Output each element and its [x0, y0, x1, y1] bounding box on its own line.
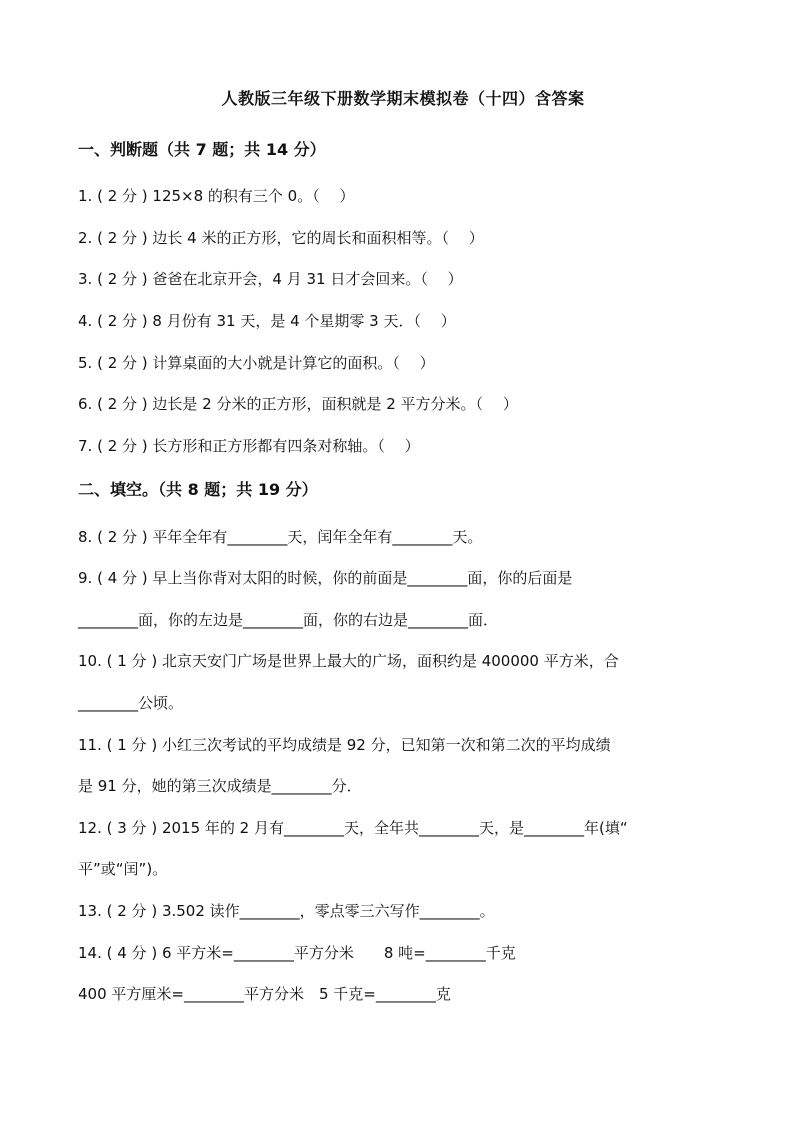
question-12-line-2: 平”或“闰”)。	[78, 860, 168, 878]
question-14-line-1: 14. ( 4 分 ) 6 平方米=________平方分米 8 吨=________千克	[78, 944, 516, 962]
question-14-line-2: 400 平方厘米=________平方分米 5 千克=________克	[78, 985, 451, 1003]
question-4: 4. ( 2 分 ) 8 月份有 31 天，是 4 个星期零 3 天．（ ）	[78, 312, 456, 330]
question-2: 2. ( 2 分 ) 边长 4 米的正方形，它的周长和面积相等。（ ）	[78, 229, 484, 247]
question-9-line-2: ________面，你的左边是________面，你的右边是________面．	[78, 611, 499, 629]
question-9-line-1: 9. ( 4 分 ) 早上当你背对太阳的时候，你的前面是________面，你的后面是	[78, 569, 573, 587]
question-5: 5. ( 2 分 ) 计算桌面的大小就是计算它的面积。（ ）	[78, 354, 435, 372]
question-12-line-1: 12. ( 3 分 ) 2015 年的 2 月有________天，全年共________天，是________年(填“	[78, 819, 628, 837]
question-11-line-2: 是 91 分，她的第三次成绩是________分．	[78, 777, 362, 795]
question-8: 8. ( 2 分 ) 平年全年有________天，闰年全年有________天。	[78, 528, 483, 546]
question-3: 3. ( 2 分 ) 爸爸在北京开会，4 月 31 日才会回来。（ ）	[78, 270, 463, 288]
question-1: 1. ( 2 分 ) 125×8 的积有三个 0。（ ）	[78, 187, 355, 205]
question-10-line-1: 10. ( 1 分 ) 北京天安门广场是世界上最大的广场，面积约是 400000 平方米，合	[78, 652, 619, 670]
question-6: 6. ( 2 分 ) 边长是 2 分米的正方形，面积就是 2 平方分米。（ ）	[78, 395, 518, 413]
question-11-line-1: 11. ( 1 分 ) 小红三次考试的平均成绩是 92 分，已知第一次和第二次的平均成绩	[78, 736, 611, 754]
question-7: 7. ( 2 分 ) 长方形和正方形都有四条对称轴。（ ）	[78, 437, 420, 455]
question-13: 13. ( 2 分 ) 3.502 读作________，零点零三六写作________。	[78, 902, 495, 920]
section-heading-judgement: 一、判断题（共 7 题；共 14 分）	[78, 140, 326, 159]
question-10-line-2: ________公顷。	[78, 694, 184, 712]
section-heading-fill-in: 二、填空。（共 8 题；共 19 分）	[78, 480, 318, 499]
document-title: 人教版三年级下册数学期末模拟卷（十四）含答案	[221, 89, 585, 108]
